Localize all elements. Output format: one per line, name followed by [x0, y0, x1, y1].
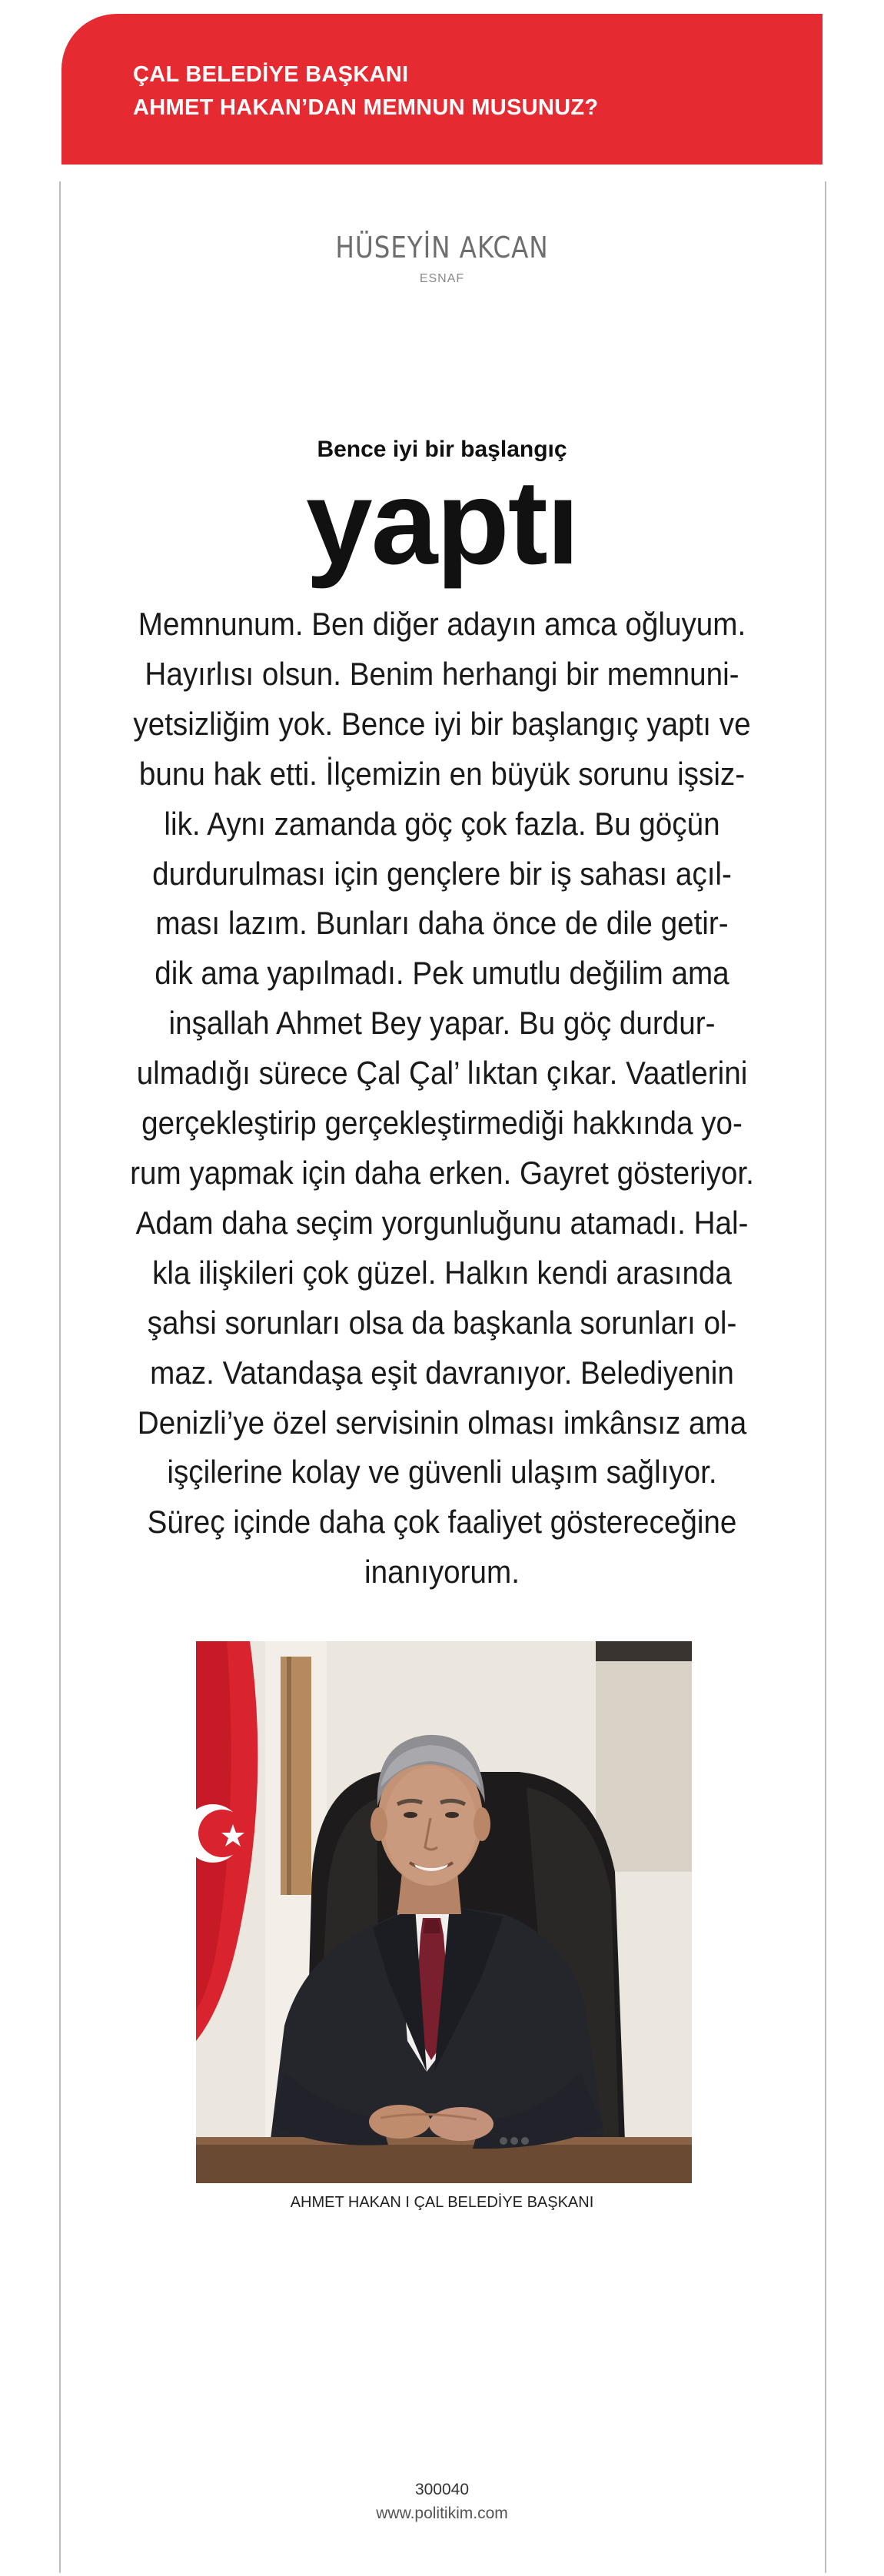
article-body-line: Denizli’ye özel servisinin olması imkânsız ama — [137, 1404, 747, 1441]
article-body-line: rum yapmak için daha erken. Gayret gösteriyor. — [130, 1154, 754, 1191]
article-body-line: kla ilişkileri çok güzel. Halkın kendi arasında — [152, 1254, 732, 1291]
article-body-line: inşallah Ahmet Bey yapar. Bu göç durdur- — [168, 1005, 716, 1042]
article-body-line: bunu hak etti. İlçemizin en büyük sorunu işsiz- — [138, 755, 746, 792]
article-body-line: Süreç içinde daha çok faaliyet göstereceğine — [147, 1504, 737, 1541]
header-title-line-1: ÇAL BELEDİYE BAŞKANI — [133, 62, 409, 87]
article-body-line: maz. Vatandaşa eşit davranıyor. Belediyenin — [150, 1354, 734, 1391]
article-body-line: işçilerine kolay ve güvenli ulaşım sağlıyor. — [167, 1454, 717, 1491]
article-subhead: Bence iyi bir başlangıç — [317, 437, 567, 462]
author-name: HÜSEYİN AKCAN — [335, 231, 549, 264]
photo-caption: AHMET HAKAN I ÇAL BELEDİYE BAŞKANI — [290, 2194, 594, 2211]
author-role: ESNAF — [419, 272, 465, 285]
article-body — [0, 600, 884, 1597]
article-body-line: inanıyorum. — [364, 1554, 520, 1590]
article-body-line: durdurulması için gençlere bir iş sahası açıl- — [152, 855, 732, 892]
footer-website: www.politikim.com — [376, 2505, 508, 2522]
article-headline: yaptı — [305, 456, 579, 590]
article-body-line: lik. Aynı zamanda göç çok fazla. Bu göçün — [164, 805, 720, 842]
article-body-line: Adam daha seçim yorgunluğunu atamadı. Hal- — [135, 1204, 749, 1241]
article-body-line: dik ama yapılmadı. Pek umutlu değilim ama — [155, 955, 729, 992]
mayor-portrait-photo — [196, 1641, 692, 2183]
article-body-line: Hayırlısı olsun. Benim herhangi bir memnuni- — [145, 655, 739, 692]
footer-page-id: 300040 — [414, 2481, 470, 2498]
header-banner — [61, 14, 823, 165]
article-body-line: ması lazım. Bunları daha önce de dile getir- — [155, 905, 729, 942]
header-title-line-2: AHMET HAKAN’DAN MEMNUN MUSUNUZ? — [133, 95, 599, 120]
article-body-line: ulmadığı sürece Çal Çal’ lıktan çıkar. Vaatlerini — [136, 1055, 748, 1092]
article-body-line: gerçekleştirip gerçekleştirmediği hakkında yo- — [141, 1105, 743, 1142]
article-body-line: yetsizliğim yok. Bence iyi bir başlangıç yaptı ve — [133, 705, 751, 742]
article-body-line: Memnunum. Ben diğer adayın amca oğluyum. — [138, 606, 746, 642]
article-body-line: şahsi sorunları olsa da başkanla sorunları ol- — [147, 1304, 737, 1341]
